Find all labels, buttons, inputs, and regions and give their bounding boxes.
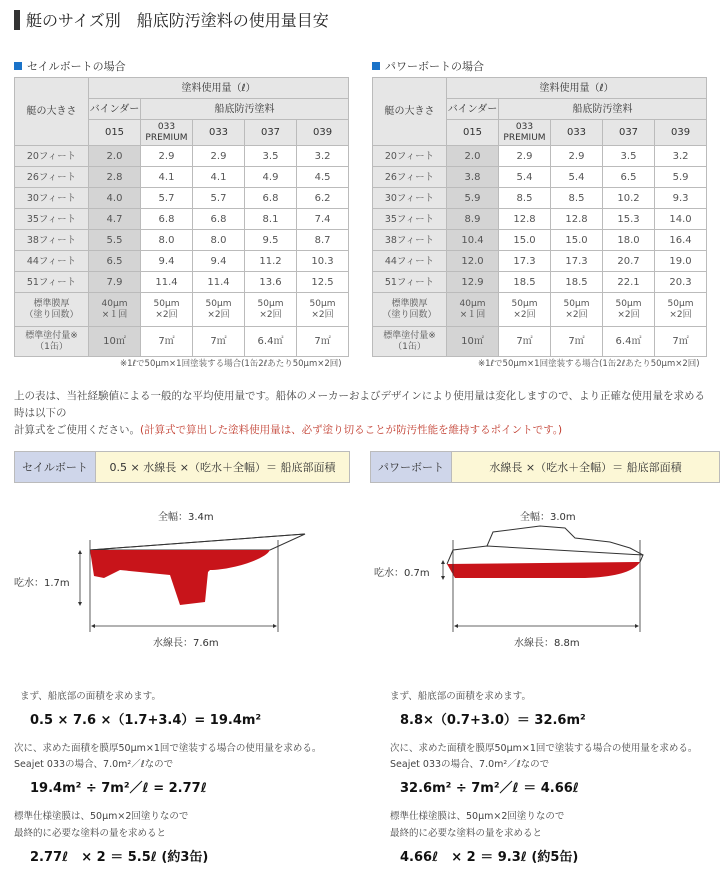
table-row <box>373 251 707 272</box>
table-cell: 7.4 <box>297 209 349 230</box>
table-cell: 11.2 <box>245 251 297 272</box>
sail-hull-bottom <box>90 550 270 605</box>
size-header: 艇の大きさ <box>373 78 447 146</box>
sail-step1: まず、船底部の面積を求めます。 <box>20 691 161 702</box>
table-cell: 12.5 <box>297 272 349 293</box>
coverage-value: 7㎡ <box>297 327 349 357</box>
film-antifoul: 50μm ×2回 <box>245 293 297 327</box>
power-formula3: 4.66ℓ × 2 ＝ 9.3ℓ (約5缶) <box>400 850 579 865</box>
coverage-value: 7㎡ <box>193 327 245 357</box>
film-antifoul: 50μm ×2回 <box>141 293 193 327</box>
table-note: ※1ℓで50μm×1回塗装する場合(1缶2ℓあたり50μm×2回) <box>120 359 342 369</box>
table-cell: 5.7 <box>141 188 193 209</box>
power-usage-table <box>372 77 707 357</box>
coverage-label: 標準塗付量※ （1缶） <box>15 327 89 357</box>
table-row <box>373 230 707 251</box>
film-binder: 40μm ×１回 <box>447 293 499 327</box>
table-row <box>15 188 349 209</box>
antifoul-header: 船底防汚塗料 <box>141 99 349 120</box>
film-row <box>15 293 349 327</box>
col-033: 033 <box>551 120 603 146</box>
power-step2: 次に、求めた面積を膜厚50μm×1回で塗装する場合の使用量を求める。 <box>390 743 698 754</box>
table-cell: 35フィート <box>15 209 89 230</box>
coverage-value: 6.4㎡ <box>245 327 297 357</box>
col-033: 033 <box>193 120 245 146</box>
col-033-premium: 033 PREMIUM <box>499 120 551 146</box>
table-cell: 9.4 <box>193 251 245 272</box>
table-cell: 11.4 <box>193 272 245 293</box>
film-label: 標準膜厚 （塗り回数） <box>15 293 89 327</box>
formula-text: 0.5 × 水線長 ×（吃水＋全幅）＝ 船底部面積 <box>109 461 336 474</box>
formula-label: パワーボート <box>371 452 452 482</box>
table-cell: 12.8 <box>499 209 551 230</box>
powerboat-diagram <box>425 520 675 650</box>
table-cell: 15.0 <box>499 230 551 251</box>
table-cell: 8.9 <box>447 209 499 230</box>
table-cell: 9.5 <box>245 230 297 251</box>
table-row <box>373 188 707 209</box>
formula-text: 水線長 ×（吃水＋全幅）＝ 船底部面積 <box>489 461 682 474</box>
table-cell: 26フィート <box>15 167 89 188</box>
sail-usage-table <box>14 77 349 357</box>
table-cell: 8.5 <box>499 188 551 209</box>
power-draft-label: 吃水：0.7m <box>374 568 430 579</box>
highlight-note: (計算式で算出した塗料使用量は、必ず塗り切ることが防汚性能を維持するポイントです。) <box>140 424 563 436</box>
explanation-paragraph: 上の表は、当社経験値による一般的な平均使用量です。船体のメーカーおよびデザインにより使用量は変化しますので、より正確な使用量を求める時は以下の 計算式をご使用ください。(計算式で算出した塗料使用量は、必ず塗り切ることが防汚性能を維持するポイントです。) <box>14 390 706 436</box>
table-cell: 3.5 <box>245 146 297 167</box>
sail-draft-label: 吃水：1.7m <box>14 578 70 589</box>
sail-step2: 次に、求めた面積を膜厚50μm×1回で塗装する場合の使用量を求める。 <box>14 743 322 754</box>
table-cell: 8.7 <box>297 230 349 251</box>
col-033-premium: 033 PREMIUM <box>141 120 193 146</box>
sailboat-diagram <box>60 520 310 650</box>
sail-step5: 最終的に必要な塗料の量を求めると <box>14 828 167 839</box>
table-row <box>373 272 707 293</box>
power-step4: 標準仕様塗膜は、50μm×2回塗りなので <box>390 811 565 822</box>
coverage-value: 7㎡ <box>551 327 603 357</box>
table-cell: 8.1 <box>245 209 297 230</box>
col-015: 015 <box>447 120 499 146</box>
table-cell: 10.3 <box>297 251 349 272</box>
table-cell: 5.9 <box>447 188 499 209</box>
table-cell: 19.0 <box>655 251 707 272</box>
power-hull-bottom <box>447 562 640 578</box>
table-cell: 20フィート <box>373 146 447 167</box>
table-cell: 35フィート <box>373 209 447 230</box>
table-row <box>373 209 707 230</box>
table-cell: 38フィート <box>15 230 89 251</box>
table-cell: 6.5 <box>603 167 655 188</box>
table-cell: 8.0 <box>141 230 193 251</box>
table-row <box>15 167 349 188</box>
sail-formula1: 0.5 × 7.6 ×（1.7+3.4）= 19.4m² <box>30 713 262 728</box>
table-cell: 18.5 <box>499 272 551 293</box>
table-cell: 3.2 <box>297 146 349 167</box>
coverage-label: 標準塗付量※ （1缶） <box>373 327 447 357</box>
table-cell: 13.6 <box>245 272 297 293</box>
binder-header: バインダー <box>447 99 499 120</box>
table-cell: 12.0 <box>447 251 499 272</box>
film-antifoul: 50μm ×2回 <box>193 293 245 327</box>
sail-formula2: 19.4m² ÷ 7m²／ℓ = 2.77ℓ <box>30 781 207 796</box>
table-cell: 30フィート <box>15 188 89 209</box>
table-row <box>15 251 349 272</box>
table-cell: 44フィート <box>373 251 447 272</box>
usage-header: 塗料使用量（ℓ） <box>89 78 349 99</box>
table-cell: 38フィート <box>373 230 447 251</box>
table-cell: 4.1 <box>141 167 193 188</box>
table-cell: 2.9 <box>499 146 551 167</box>
square-icon <box>372 62 380 70</box>
table-cell: 5.9 <box>655 167 707 188</box>
table-cell: 2.0 <box>89 146 141 167</box>
binder-header: バインダー <box>89 99 141 120</box>
table-cell: 4.1 <box>193 167 245 188</box>
table-cell: 12.8 <box>551 209 603 230</box>
table-cell: 2.9 <box>551 146 603 167</box>
table-row <box>15 209 349 230</box>
table-cell: 17.3 <box>551 251 603 272</box>
table-cell: 18.5 <box>551 272 603 293</box>
table-row <box>373 167 707 188</box>
table-cell: 12.9 <box>447 272 499 293</box>
table-cell: 20フィート <box>15 146 89 167</box>
table-cell: 4.9 <box>245 167 297 188</box>
table-cell: 8.0 <box>193 230 245 251</box>
table-row <box>15 146 349 167</box>
table-cell: 20.3 <box>655 272 707 293</box>
table-cell: 2.9 <box>141 146 193 167</box>
title-bar <box>14 10 20 30</box>
table-cell: 10.4 <box>447 230 499 251</box>
table-cell: 18.0 <box>603 230 655 251</box>
film-antifoul: 50μm ×2回 <box>499 293 551 327</box>
formula-label: セイルボート <box>15 452 96 482</box>
coverage-value: 10㎡ <box>89 327 141 357</box>
film-label: 標準膜厚 （塗り回数） <box>373 293 447 327</box>
sail-beam-label: 全幅：3.4m <box>158 512 214 523</box>
table-cell: 51フィート <box>15 272 89 293</box>
sail-section-heading: セイルボートの場合 <box>14 58 126 74</box>
table-cell: 4.5 <box>297 167 349 188</box>
table-cell: 10.2 <box>603 188 655 209</box>
coverage-value: 7㎡ <box>655 327 707 357</box>
coverage-value: 7㎡ <box>499 327 551 357</box>
table-cell: 3.8 <box>447 167 499 188</box>
square-icon <box>14 62 22 70</box>
col-037: 037 <box>603 120 655 146</box>
table-cell: 5.4 <box>551 167 603 188</box>
col-039: 039 <box>655 120 707 146</box>
film-antifoul: 50μm ×2回 <box>655 293 707 327</box>
table-cell: 6.2 <box>297 188 349 209</box>
power-formula2: 32.6m² ÷ 7m²／ℓ ＝ 4.66ℓ <box>400 781 579 796</box>
table-cell: 15.0 <box>551 230 603 251</box>
col-015: 015 <box>89 120 141 146</box>
power-formula-box <box>370 451 720 483</box>
power-waterline-label: 水線長：8.8m <box>514 638 580 649</box>
table-cell: 51フィート <box>373 272 447 293</box>
film-antifoul: 50μm ×2回 <box>297 293 349 327</box>
film-antifoul: 50μm ×2回 <box>603 293 655 327</box>
table-cell: 22.1 <box>603 272 655 293</box>
table-cell: 9.3 <box>655 188 707 209</box>
table-cell: 2.8 <box>89 167 141 188</box>
sail-waterline-label: 水線長：7.6m <box>153 638 219 649</box>
usage-header: 塗料使用量（ℓ） <box>447 78 707 99</box>
table-cell: 5.5 <box>89 230 141 251</box>
col-039: 039 <box>297 120 349 146</box>
coverage-row <box>373 327 707 357</box>
table-cell: 4.0 <box>89 188 141 209</box>
power-step3: Seajet 033の場合、7.0m²／ℓなので <box>390 759 550 770</box>
col-037: 037 <box>245 120 297 146</box>
power-section-heading: パワーボートの場合 <box>372 58 484 74</box>
table-cell: 2.9 <box>193 146 245 167</box>
table-cell: 20.7 <box>603 251 655 272</box>
coverage-row <box>15 327 349 357</box>
power-beam-label: 全幅：3.0m <box>520 512 576 523</box>
table-cell: 4.7 <box>89 209 141 230</box>
table-cell: 16.4 <box>655 230 707 251</box>
film-row <box>373 293 707 327</box>
coverage-value: 10㎡ <box>447 327 499 357</box>
coverage-value: 6.4㎡ <box>603 327 655 357</box>
table-cell: 6.8 <box>193 209 245 230</box>
table-cell: 30フィート <box>373 188 447 209</box>
sail-formula3: 2.77ℓ × 2 ＝ 5.5ℓ (約3缶) <box>30 850 209 865</box>
table-row <box>15 230 349 251</box>
table-cell: 14.0 <box>655 209 707 230</box>
size-header: 艇の大きさ <box>15 78 89 146</box>
sail-step3: Seajet 033の場合、7.0m²／ℓなので <box>14 759 174 770</box>
table-cell: 7.9 <box>89 272 141 293</box>
table-cell: 26フィート <box>373 167 447 188</box>
table-cell: 8.5 <box>551 188 603 209</box>
table-cell: 2.0 <box>447 146 499 167</box>
power-step1: まず、船底部の面積を求めます。 <box>390 691 531 702</box>
table-cell: 6.5 <box>89 251 141 272</box>
table-cell: 6.8 <box>245 188 297 209</box>
page-title: 艇のサイズ別 船底防汚塗料の使用量目安 <box>14 8 329 31</box>
table-row <box>373 146 707 167</box>
table-cell: 44フィート <box>15 251 89 272</box>
film-antifoul: 50μm ×2回 <box>551 293 603 327</box>
table-cell: 17.3 <box>499 251 551 272</box>
table-cell: 3.5 <box>603 146 655 167</box>
table-cell: 15.3 <box>603 209 655 230</box>
table-cell: 6.8 <box>141 209 193 230</box>
film-binder: 40μm ×１回 <box>89 293 141 327</box>
power-step5: 最終的に必要な塗料の量を求めると <box>390 828 543 839</box>
power-formula1: 8.8×（0.7+3.0）＝ 32.6m² <box>400 713 586 728</box>
sail-step4: 標準仕様塗膜は、50μm×2回塗りなので <box>14 811 189 822</box>
table-cell: 3.2 <box>655 146 707 167</box>
table-note: ※1ℓで50μm×1回塗装する場合(1缶2ℓあたり50μm×2回) <box>478 359 700 369</box>
sail-formula-box <box>14 451 350 483</box>
table-cell: 9.4 <box>141 251 193 272</box>
table-cell: 11.4 <box>141 272 193 293</box>
coverage-value: 7㎡ <box>141 327 193 357</box>
table-cell: 5.4 <box>499 167 551 188</box>
antifoul-header: 船底防汚塗料 <box>499 99 707 120</box>
table-row <box>15 272 349 293</box>
table-cell: 5.7 <box>193 188 245 209</box>
